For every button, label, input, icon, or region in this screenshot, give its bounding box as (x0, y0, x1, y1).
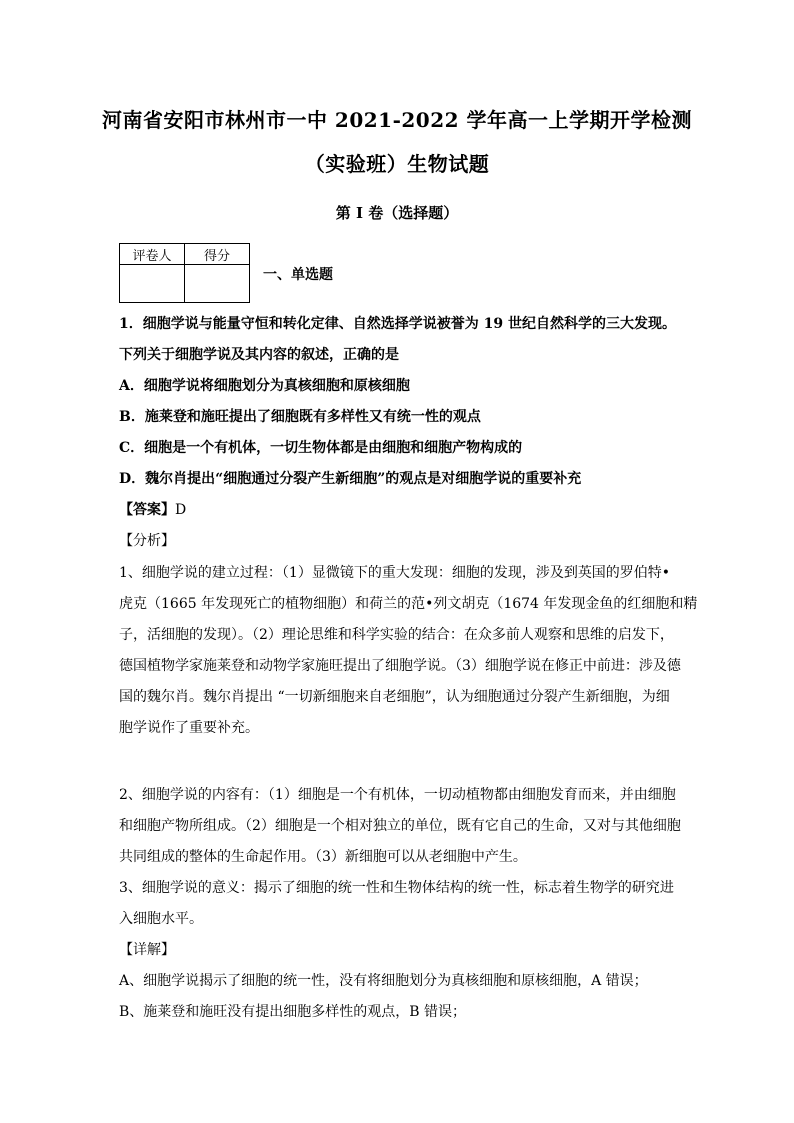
answer-value: D (175, 502, 187, 518)
question-stem-line-1: 1．细胞学说与能量守恒和转化定律、自然选择学说被誉为 19 世纪自然科学的三大发现。 (119, 316, 676, 332)
analysis-line: 入细胞水平。 (119, 911, 203, 927)
analysis-line: 2、细胞学说的内容有：（1）细胞是一个有机体，一切动植物都由细胞发育而来，并由细胞 (119, 787, 676, 803)
analysis-line: 子，活细胞的发现）。（2）理论思维和科学实验的结合：在众多前人观察和思维的启发下， (119, 627, 674, 643)
analysis-line: 和细胞产物所组成。（2）细胞是一个相对独立的单位，既有它自己的生命，又对与其他细胞 (119, 818, 681, 834)
option-d: D．魏尔肖提出“细胞通过分裂产生新细胞”的观点是对细胞学说的重要补充 (119, 471, 582, 487)
score-table-cell-score (185, 265, 250, 303)
analysis-label: 【分析】 (119, 533, 175, 549)
option-a: A．细胞学说将细胞划分为真核细胞和原核细胞 (119, 378, 410, 394)
detail-label: 【详解】 (119, 942, 175, 958)
analysis-line: 胞学说作了重要补充。 (119, 720, 259, 736)
score-table (119, 243, 250, 303)
document-title-line-2: （实验班）生物试题 (304, 152, 490, 176)
option-b: B．施莱登和施旺提出了细胞既有多样性又有统一性的观点 (119, 409, 481, 425)
analysis-line: 德国植物学家施莱登和动物学家施旺提出了细胞学说。（3）细胞学说在修正中前进：涉及德 (119, 658, 681, 674)
option-c: C．细胞是一个有机体，一切生物体都是由细胞和细胞产物构成的 (119, 440, 523, 456)
detail-line: B、施莱登和施旺没有提出细胞多样性的观点，B 错误； (119, 1004, 467, 1020)
volume-title: 第 I 卷（选择题） (335, 204, 459, 222)
analysis-line: 国的魏尔肖。魏尔肖提出 “一切新细胞来自老细胞”，认为细胞通过分裂产生新细胞，为细 (119, 689, 670, 705)
answer-label: 【答案】 (119, 502, 175, 518)
score-table-cell-grader (120, 265, 185, 303)
score-table-header-grader: 评卷人 (120, 244, 185, 265)
analysis-line: 共同组成的整体的生命起作用。（3）新细胞可以从老细胞中产生。 (119, 849, 527, 865)
detail-line: A、细胞学说揭示了细胞的统一性，没有将细胞划分为真核细胞和原核细胞，A 错误； (119, 973, 648, 989)
analysis-line: 虎克（1665 年发现死亡的植物细胞）和荷兰的范•列文胡克（1674 年发现金鱼的红细胞和精 (119, 596, 698, 612)
question-stem-line-2: 下列关于细胞学说及其内容的叙述，正确的是 (119, 347, 399, 363)
document-title-line-1: 河南省安阳市林州市一中 2021-2022 学年高一上学期开学检测 (101, 108, 693, 132)
analysis-line: 1、细胞学说的建立过程：（1）显微镜下的重大发现：细胞的发现，涉及到英国的罗伯特• (119, 565, 671, 581)
score-table-header-score: 得分 (185, 244, 250, 265)
section-label: 一、单选题 (263, 267, 333, 283)
analysis-line: 3、细胞学说的意义：揭示了细胞的统一性和生物体结构的统一性，标志着生物学的研究进 (119, 880, 674, 896)
answer-line (119, 499, 186, 519)
